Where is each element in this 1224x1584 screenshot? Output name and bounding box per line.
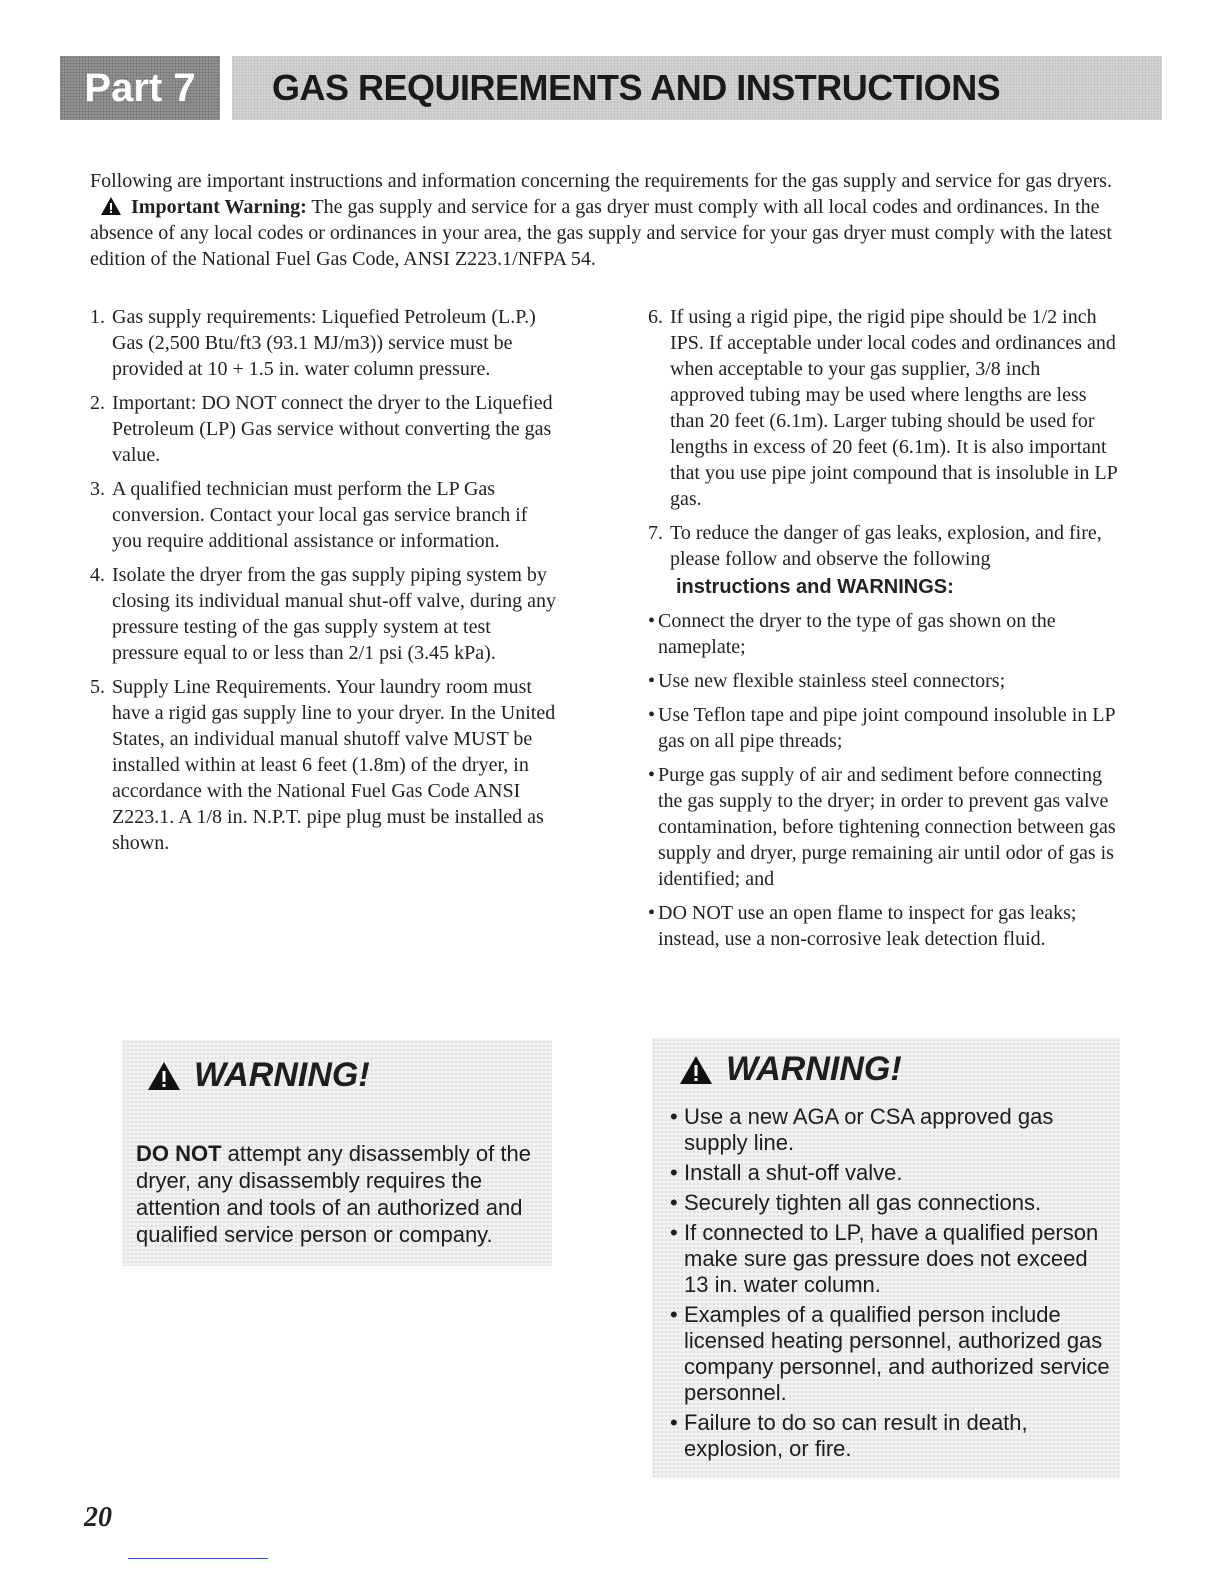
warning-list-item [670,1220,1110,1298]
item-number: 7. [648,522,663,544]
warning-list-item [670,1302,1110,1406]
item-text: Gas supply requirements: Liquefied Petroleum (L.P.) Gas (2,500 Btu/ft3 (93.1 MJ/m3)) service must be provided at 10 + 1.5 in. water column pressure. [112,306,536,380]
list-item [648,520,1118,572]
item-text: Important: DO NOT connect the dryer to the Liquefied Petroleum (LP) Gas service without converting the gas value. [112,392,553,466]
left-column [90,304,560,864]
item-text: A qualified technician must perform the LP Gas conversion. Contact your local gas service branch if you require additional assistance or information. [112,478,528,552]
warning-heading [146,1056,370,1095]
bullet-dot: • [670,1410,678,1435]
item-number: 1. [90,306,105,328]
instructions-subheading: instructions and WARNINGS: [676,576,954,598]
item-text: If using a rigid pipe, the rigid pipe should be 1/2 inch IPS. If acceptable under local codes and ordinances and when acceptable to your gas supplier, 3/8 inch approved tubing may be used where lengths are less than 20 feet (6.1m). Larger tubing should be used for lengths in excess of 20 feet (6.1m). It is also important that you use pipe joint compound that is insoluble in LP gas. [670,306,1118,510]
warning-item-text: If connected to LP, have a qualified person make sure gas pressure does not exceed 13 in. water column. [684,1220,1099,1297]
list-item [90,674,560,856]
bullet-dot: • [648,902,656,924]
bullet-item [648,702,1118,754]
bullet-text: Use new flexible stainless steel connectors; [658,670,1006,692]
intro-text: Following are important instructions and information concerning the requirements for the gas supply and service for gas dryers. [90,170,1112,192]
bullet-item [648,762,1118,892]
bullet-dot: • [670,1220,678,1245]
item-text: To reduce the danger of gas leaks, explosion, and fire, please follow and observe the following [670,522,1102,570]
warning-list [670,1104,1110,1466]
item-number: 2. [90,392,105,414]
warning-list-item [670,1410,1110,1462]
footer-rule [128,1558,268,1559]
intro-warning-text: The gas supply and service for a gas dryer must comply with all local codes and ordinances. In the absence of any local codes or ordinances in your area, the gas supply and service for your gas dryer must comply with the latest edition of the National Fuel Gas Code, ANSI Z223.1/NFPA 54. [90,196,1112,270]
warning-triangle-icon [146,1060,182,1092]
warning-item-text: Examples of a qualified person include licensed heating personnel, authorized gas company personnel, and authorized service personnel. [684,1302,1110,1405]
bullet-item [648,668,1118,694]
bullet-dot: • [670,1302,678,1327]
item-text: Supply Line Requirements. Your laundry room must have a rigid gas supply line to your dryer. In the United States, an individual manual shutoff valve MUST be installed within at least 6 feet (1.8m) of the dryer, in accordance with the National Fuel Gas Code ANSI Z223.1. A 1/8 in. N.P.T. pipe plug must be installed as shown. [112,676,556,854]
bullet-dot: • [670,1190,678,1215]
warning-heading-text: WARNING! [726,1050,902,1088]
bullet-item [648,900,1118,952]
warning-item-text: Failure to do so can result in death, explosion, or fire. [684,1410,1028,1461]
warning-heading [678,1050,902,1089]
warning-body [136,1140,536,1248]
list-item [90,476,560,554]
bullet-dot: • [670,1104,678,1129]
bullet-dot: • [648,610,656,632]
warning-list-item [670,1160,1110,1186]
warning-triangle-icon [100,196,122,216]
warning-heading-text: WARNING! [194,1056,370,1094]
right-column [648,304,1118,960]
list-item [648,304,1118,512]
item-text: Isolate the dryer from the gas supply piping system by closing its individual manual shut-off valve, during any pressure testing of the gas supply system at test pressure equal to or less than 2/1 psi (3.45 kPa). [112,564,557,664]
important-warning-label: Important Warning: [131,196,307,218]
item-number: 5. [90,676,105,698]
bullet-dot: • [648,764,656,786]
bullet-text: DO NOT use an open flame to inspect for gas leaks; instead, use a non-corrosive leak detection fluid. [658,902,1077,950]
bullet-text: Connect the dryer to the type of gas shown on the nameplate; [658,610,1056,658]
item-number: 3. [90,478,105,500]
bullet-text: Use Teflon tape and pipe joint compound insoluble in LP gas on all pipe threads; [658,704,1115,752]
item-number: 6. [648,306,663,328]
warning-list-item [670,1104,1110,1156]
warning-box-left [122,1040,552,1266]
bullet-dot: • [648,704,656,726]
warning-body-text: attempt any disassembly of the dryer, any disassembly requires the attention and tools of an authorized and qualified service person or company. [136,1141,531,1247]
do-not-lead: DO NOT [136,1141,222,1166]
bullet-text: Purge gas supply of air and sediment before connecting the gas supply to the dryer; in order to prevent gas valve contamination, before tightening connection between gas supply and dryer, purge remaining air until odor of gas is identified; and [658,764,1116,890]
list-item [90,304,560,382]
warning-item-text: Use a new AGA or CSA approved gas supply line. [684,1104,1054,1155]
title-banner [232,56,1162,120]
part-label-box [60,56,220,120]
bullet-dot: • [648,670,656,692]
part-label: Part 7 [84,66,196,110]
warning-item-text: Securely tighten all gas connections. [684,1190,1042,1215]
page-number: 20 [84,1502,112,1533]
warning-triangle-icon [678,1054,714,1086]
page-title: GAS REQUIREMENTS AND INSTRUCTIONS [272,67,1001,108]
bullet-dot: • [670,1160,678,1185]
warning-list-item [670,1190,1110,1216]
list-item [90,562,560,666]
warning-box-right [652,1038,1120,1478]
bullet-item [648,608,1118,660]
list-item [90,390,560,468]
item-number: 4. [90,564,105,586]
intro-paragraph [90,168,1120,272]
warning-item-text: Install a shut-off valve. [684,1160,903,1185]
